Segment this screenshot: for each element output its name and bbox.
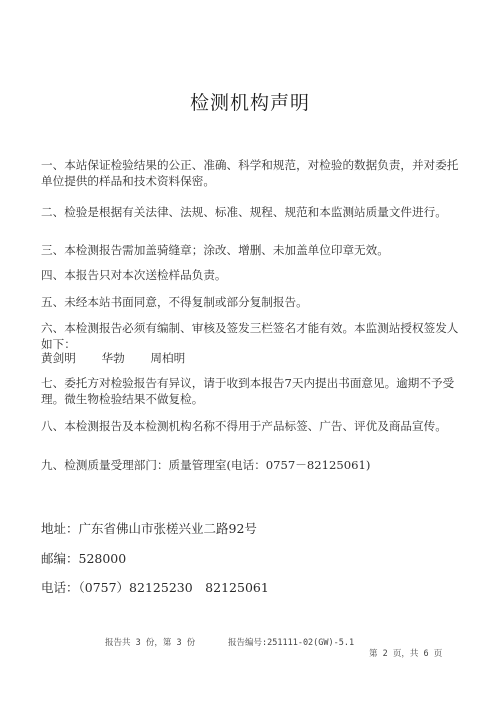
address-line: 地址：广东省佛山市张槎兴业二路92号	[41, 521, 257, 536]
clause-4: 四、本报告只对本次送检样品负责。	[41, 268, 227, 282]
clause-9: 九、检测质量受理部门：质量管理室(电话：0757－82125061)	[41, 458, 371, 472]
footer-page-number: 第 2 页，共 6 页	[369, 649, 443, 659]
postcode-line: 邮编：528000	[41, 551, 127, 566]
signatory-name: 华勃	[101, 351, 125, 365]
clause-7: 七、委托方对检验报告有异议，请于收到本报告7天内提出书面意见。逾期不予受理。微生物检验结果不做复检。	[41, 376, 455, 406]
footer-report-number: 报告编号:251111-02(GW)-5.1	[228, 638, 355, 648]
phone-line: 电话：（0757）82125230 82125061	[41, 580, 269, 595]
signatory-name: 黄剑明	[41, 351, 76, 365]
clause-2: 二、检验是根据有关法律、法规、标准、规程、规范和本监测站质量文件进行。	[41, 205, 447, 219]
signatory-row	[41, 350, 207, 366]
clause-3: 三、本检测报告需加盖骑缝章；涂改、增删、未加盖单位印章无效。	[41, 243, 389, 257]
clause-1: 一、本站保证检验结果的公正、准确、科学和规范，对检验的数据负责，并对委托单位提供的样品和技术资料保密。	[41, 158, 459, 188]
clause-6: 六、本检测报告必须有编制、审核及签发三栏签名才能有效。本监测站授权签发人如下：	[41, 321, 459, 351]
signatory-name: 周柏明	[150, 351, 186, 365]
clause-8: 八、本检测报告及本检测机构名称不得用于产品标签、广告、评优及商品宣传。	[41, 419, 447, 433]
page-title: 检测机构声明	[189, 92, 310, 114]
footer-copies: 报告共 3 份，第 3 份	[105, 638, 196, 648]
clause-5: 五、未经本站书面同意，不得复制或部分复制报告。	[41, 295, 308, 309]
